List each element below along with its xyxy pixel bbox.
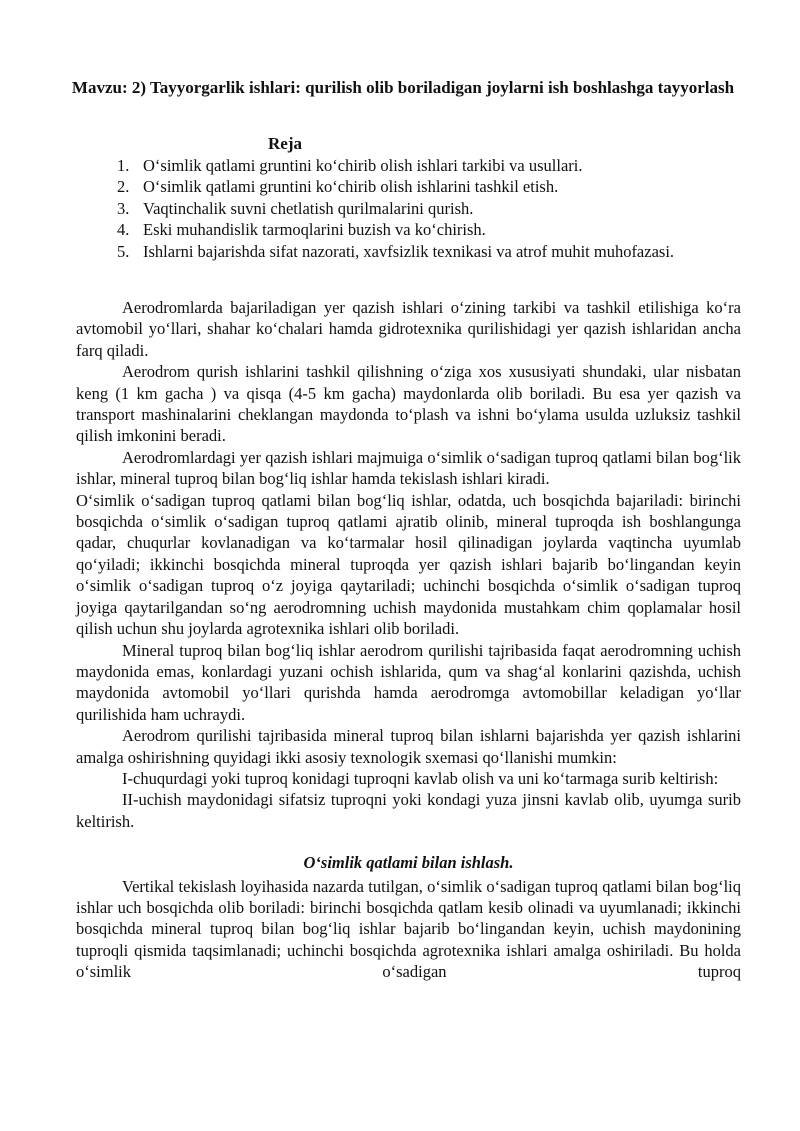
- page-title: Mavzu: 2) Tayyorgarlik ishlari: qurilish olib boriladigan joylarni ish boshlashga tayyorlash: [71, 78, 735, 97]
- plan-item-text: O‘simlik qatlami gruntini ko‘chirib olish ishlari tarkibi va usullari.: [143, 156, 583, 175]
- plan-item: [117, 155, 757, 176]
- plan-item-number: 2.: [117, 177, 130, 197]
- body-paragraph: I-chuqurdagi yoki tuproq konidagi tuproqni kavlab olish va uni ko‘tarmaga surib keltirish:: [122, 768, 719, 788]
- plan-item-number: 4.: [117, 220, 130, 240]
- body-paragraph: Aerodrom qurilishi tajribasida mineral tuproq bilan ishlarni bajarishda yer qazish ishlarini amalga oshirishning quyidagi ikki asosiy texnologik sxemasi qo‘llanishi mumkin:: [76, 726, 741, 767]
- body-paragraph: Aerodromlardagi yer qazish ishlari majmuiga o‘simlik o‘sadigan tuproq qatlami bilan bog‘lik ishlar, mineral tuproq bilan bog‘liq ishlar hamda tekislash ishlari kiradi.: [76, 447, 741, 489]
- plan-item-text: Eski muhandislik tarmoqlarini buzish va ko‘chirish.: [143, 220, 486, 240]
- section-subheading: O‘simlik qatlami bilan ishlash.: [303, 853, 514, 873]
- plan-item: [117, 176, 757, 197]
- body-paragraph: Aerodromlarda bajariladigan yer qazish ishlari o‘zining tarkibi va tashkil etilishiga ko‘ra avtomobil yo‘llari, shahar ko‘chalari hamda gidrotexnika qurilishidagi yer qazish ishlaridan ancha farq qiladi.: [76, 298, 741, 360]
- body-paragraph: O‘simlik o‘sadigan tuproq qatlami bilan bog‘liq ishlar, odatda, uch bosqichda bajariladi: birinchi bosqichda o‘simlik o‘sadigan tuproq qatlami ajratib olinib, mineral tuproqda ish boshlangunga qadar, chuqurlar kovlanadigan va ko‘tarmalar hosil qilinadigan joylarda vaqtincha uyumlab qo‘yiladi; ikkinchi bosqichda mineral tuproqda yer qazish ishlari bajarib bo‘lingandan keyin o‘simlik o‘sadigan tuproq o‘z joyiga qaytariladi; uchinchi bosqichda o‘simlik o‘sadigan tuproq joyiga qaytarilgandan so‘ng aerodromning uchish maydonida mustahkam chim qoplamalar hosil qilish uchun shu joylarda agrotexnika ishlari olib boriladi.: [76, 490, 741, 639]
- body-paragraph: Vertikal tekislash loyihasida nazarda tutilgan, o‘simlik o‘sadigan tuproq qatlami bilan bog‘liq ishlar uch bosqichda olib boriladi: birinchi bosqichda qatlam kesib olinadi va uyumlanadi; ikkinchi bosqichda mineral tuproq bilan bog‘liq ishlar bajarib bo‘lingandan keyin, uchish maydonining tuproqli qismida taqsimlanadi; uchinchi bosqichda agrotexnika ishlari amalga oshiriladi. Bu holda o‘simlik o‘sadigan tuproq: [76, 876, 741, 982]
- plan-item-number: 1.: [117, 156, 130, 175]
- plan-item-text: Ishlarni bajarishda sifat nazorati, xavfsizlik texnikasi va atrof muhit muhofazasi.: [143, 241, 675, 261]
- plan-item-number: 3.: [117, 198, 130, 218]
- plan-item: [117, 241, 757, 262]
- body-text: [76, 297, 741, 983]
- plan-list: [117, 155, 757, 262]
- plan-item-number: 5.: [117, 241, 130, 261]
- plan-item: [117, 198, 757, 219]
- body-paragraph: Mineral tuproq bilan bog‘liq ishlar aerodrom qurilishi tajribasida faqat aerodromning uchish maydonida emas, konlardagi yuzani ochish ishlarida, qum va shag‘al konlarini qazishda, uchish maydonida avtomobil yo‘llari qurishda hamda aerodromga avtomobillar keladigan yo‘llar qurilishida ham uchraydi.: [76, 640, 741, 724]
- body-paragraph: Aerodrom qurish ishlarini tashkil qilishning o‘ziga xos xususiyati shundaki, ular nisbatan keng (1 km gacha ) va qisqa (4-5 km gacha) maydonlarda olib boriladi. Bu esa yer qazish va transport mashinalarini cheklangan maydonda to‘plash va ishni bo‘ylama usulda uzluksiz tashkil qilish imkonini beradi.: [76, 362, 741, 446]
- plan-item-text: Vaqtinchalik suvni chetlatish qurilmalarini qurish.: [143, 198, 474, 218]
- plan-item-text: O‘simlik qatlami gruntini ko‘chirib olish ishlarini tashkil etish.: [143, 177, 559, 197]
- body-paragraph: II-uchish maydonidagi sifatsiz tuproqni yoki kondagi yuza jinsni kavlab olib, uyumga surib keltirish.: [76, 790, 741, 831]
- plan-heading: Reja: [268, 134, 302, 153]
- plan-item: [117, 219, 757, 240]
